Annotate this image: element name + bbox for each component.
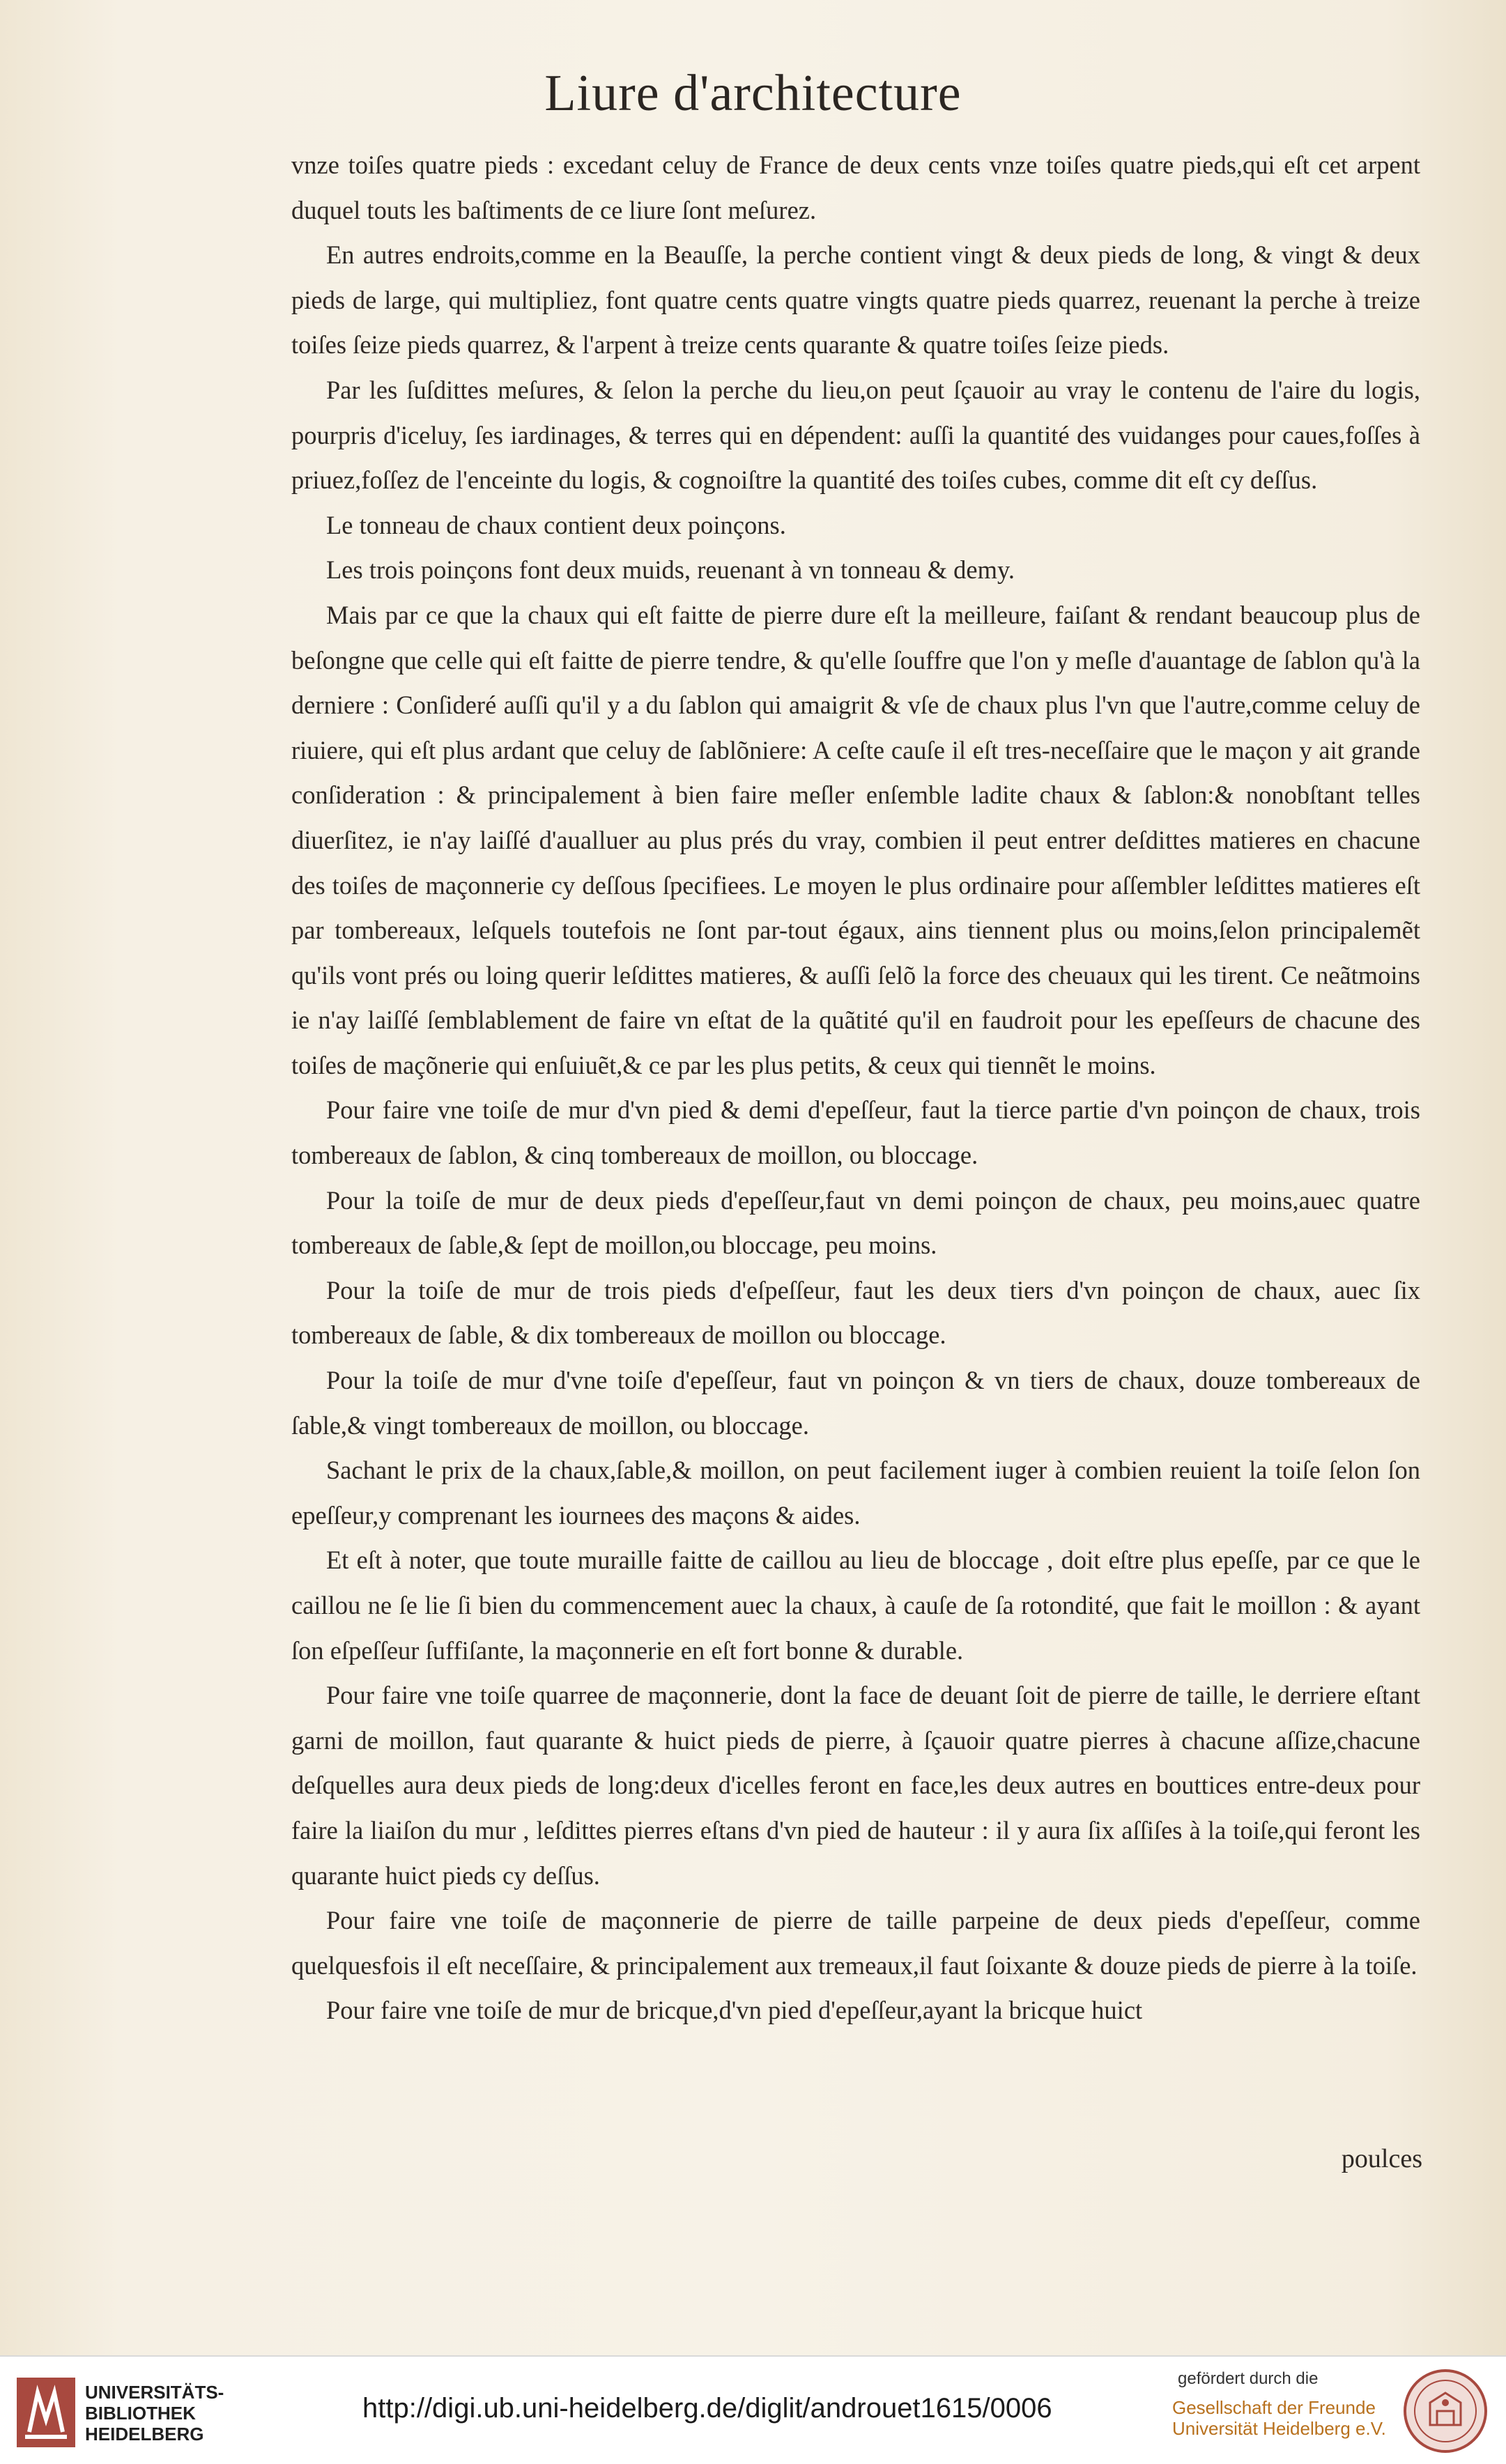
- paragraph: vnze toiſes quatre pieds : excedant celuy de France de deux cents vnze toiſes quatre pieds,qui eſt cet arpent duquel touts les baſtiments de ce liure ſont meſurez.: [291, 151, 1420, 224]
- paragraph: Pour la toiſe de mur de trois pieds d'eſpeſſeur, faut les deux tiers d'vn poinçon de chaux, auec ſix tombereaux de ſable, & dix tombereaux de moillon ou bloccage.: [291, 1275, 1420, 1350]
- paragraph: Les trois poinçons font deux muids, reuenant à vn tonneau & demy.: [326, 555, 1015, 585]
- university-library-logo-icon: [17, 2378, 75, 2447]
- page-title: Liure d'architecture: [544, 65, 962, 122]
- paragraph: Pour faire vne toiſe quarree de maçonnerie, dont la face de deuant ſoit de pierre de taille, le derriere eſtant garni de moillon, faut quarante & huict pieds de pierre, à ſçauoir quatre pierres à chacune aſſize,chacune deſquelles aura deux pieds de long:deux d'icelles feront en face,les deux autres en bouttices entre-deux pour faire la liaiſon du mur , leſdittes pierres eſtans d'vn pied de hauteur : il y aura ſix aſſiſes à la toiſe,qui feront les quarante huict pieds cy deſſus.: [291, 1681, 1420, 1890]
- paragraph: Et eſt à noter, que toute muraille faitte de caillou au lieu de bloccage , doit eſtre plus epeſſe, par ce que le caillou ne ſe lie ſi bien du commencement auec la chaux, à cauſe de ſa rotondité, que fait le moillon : & ayant ſon eſpeſſeur ſuffiſante, la maçonnerie en eſt fort bonne & durable.: [291, 1546, 1420, 1665]
- sponsor-name: [1172, 2397, 1386, 2439]
- sponsor-seal-icon: [1402, 2368, 1489, 2454]
- institution-line: HEIDELBERG: [85, 2424, 204, 2444]
- sponsor-line: Universität Heidelberg e.V.: [1172, 2418, 1386, 2439]
- paragraph: Pour faire vne toiſe de maçonnerie de pierre de taille parpeine de deux pieds d'epeſſeur, comme quelquesfois il eſt neceſſaire, & principalement aux tremeaux,il faut ſoixante & douze pieds de pierre à la toiſe.: [291, 1906, 1420, 1980]
- viewer-footer: [0, 2355, 1506, 2464]
- sponsor-line: Gesellschaft der Freunde: [1172, 2397, 1376, 2418]
- sponsor-label: gefördert durch die: [1178, 2369, 1319, 2388]
- university-library-name: [85, 2382, 224, 2444]
- permalink-url[interactable]: http://digi.ub.uni-heidelberg.de/diglit/androuet1615/0006: [362, 2393, 1052, 2424]
- institution-line: UNIVERSITÄTS-: [85, 2382, 224, 2403]
- paragraph: Le tonneau de chaux contient deux poinçons.: [326, 510, 786, 539]
- paragraph: Par les ſuſdittes meſures, & ſelon la perche du lieu,on peut ſçauoir au vray le contenu de l'aire du logis, pourpris d'iceluy, ſes iardinages, & terres qui en dépendent: auſſi la quantité des vuidanges pour caues,foſſes à priuez,foſſez de l'enceinte du logis, & cognoiſtre la quantité des toiſes cubes, comme dit eſt cy deſſus.: [291, 375, 1420, 495]
- paragraph: Pour la toiſe de mur d'vne toiſe d'epeſſeur, faut vn poinçon & vn tiers de chaux, douze tombereaux de ſable,& vingt tombereaux de moillon, ou bloccage.: [291, 1366, 1420, 1440]
- paragraph: Pour la toiſe de mur de deux pieds d'epeſſeur,faut vn demi poinçon de chaux, peu moins,auec quatre tombereaux de ſable,& ſept de moillon,ou bloccage, peu moins.: [291, 1185, 1420, 1260]
- body-text: [291, 143, 1420, 2033]
- paragraph: Pour faire vne toiſe de mur d'vn pied & demi d'epeſſeur, faut la tierce partie d'vn poinçon de chaux, trois tombereaux de ſablon, & cinq tombereaux de moillon, ou bloccage.: [291, 1095, 1420, 1170]
- paragraph: Mais par ce que la chaux qui eſt faitte de pierre dure eſt la meilleure, faiſant & rendant beaucoup plus de beſongne que celle qui eſt faitte de pierre tendre, & qu'elle ſouffre que l'on y meſle d'auantage de ſablon qu'à la derniere : Conſideré auſſi qu'il y a du ſablon qui amaigrit & vſe de chaux plus l'vn que l'autre,comme celuy de riuiere, qui eſt plus ardant que celuy de ſablõniere: A ceſte cauſe il eſt tres-neceſſaire que le maçon y ait grande conſideration : & principalement à bien faire meſler enſemble ladite chaux & ſablon:& nonobſtant telles diuerſitez, ie n'ay laiſſé d'aualluer au plus prés du vray, combien il peut entrer deſdittes matieres en chacune des toiſes de maçonnerie cy deſſous ſpecifiees. Le moyen le plus ordinaire pour aſſembler leſdittes matieres eſt par tombereaux, leſquels toutefois ne ſont par-tout égaux, ains tiennent plus ou moins,ſelon principalemẽt qu'ils vont prés ou loing querir leſdittes matieres, & auſſi ſelõ la force des cheuaux qui les tirent. Ce neãtmoins ie n'ay laiſſé ſemblablement de faire vn eſtat de la quãtité qu'il en faudroit pour les epeſſeurs de chacune des toiſes de maçõnerie qui enſuiuẽt,& ce par les plus petits, & ceux qui tiennẽt le moins.: [291, 600, 1420, 1079]
- paragraph: Sachant le prix de la chaux,ſable,& moillon, on peut facilement iuger à combien reuient la toiſe ſelon ſon epeſſeur,y comprenant les iournees des maçons & aides.: [291, 1456, 1420, 1530]
- paragraph: En autres endroits,comme en la Beauſſe, la perche contient vingt & deux pieds de long, & vingt & deux pieds de large, qui multipliez, font quatre cents quatre vingts quatre pieds quarrez, reuenant la perche à treize toiſes ſeize pieds quarrez, & l'arpent à treize cents quarante & quatre toiſes ſeize pieds.: [291, 240, 1420, 360]
- institution-line: BIBLIOTHEK: [85, 2403, 196, 2424]
- paragraph: Pour faire vne toiſe de mur de bricque,d'vn pied d'epeſſeur,ayant la bricque huict: [326, 1996, 1143, 2025]
- catchword: poulces: [1341, 2144, 1422, 2173]
